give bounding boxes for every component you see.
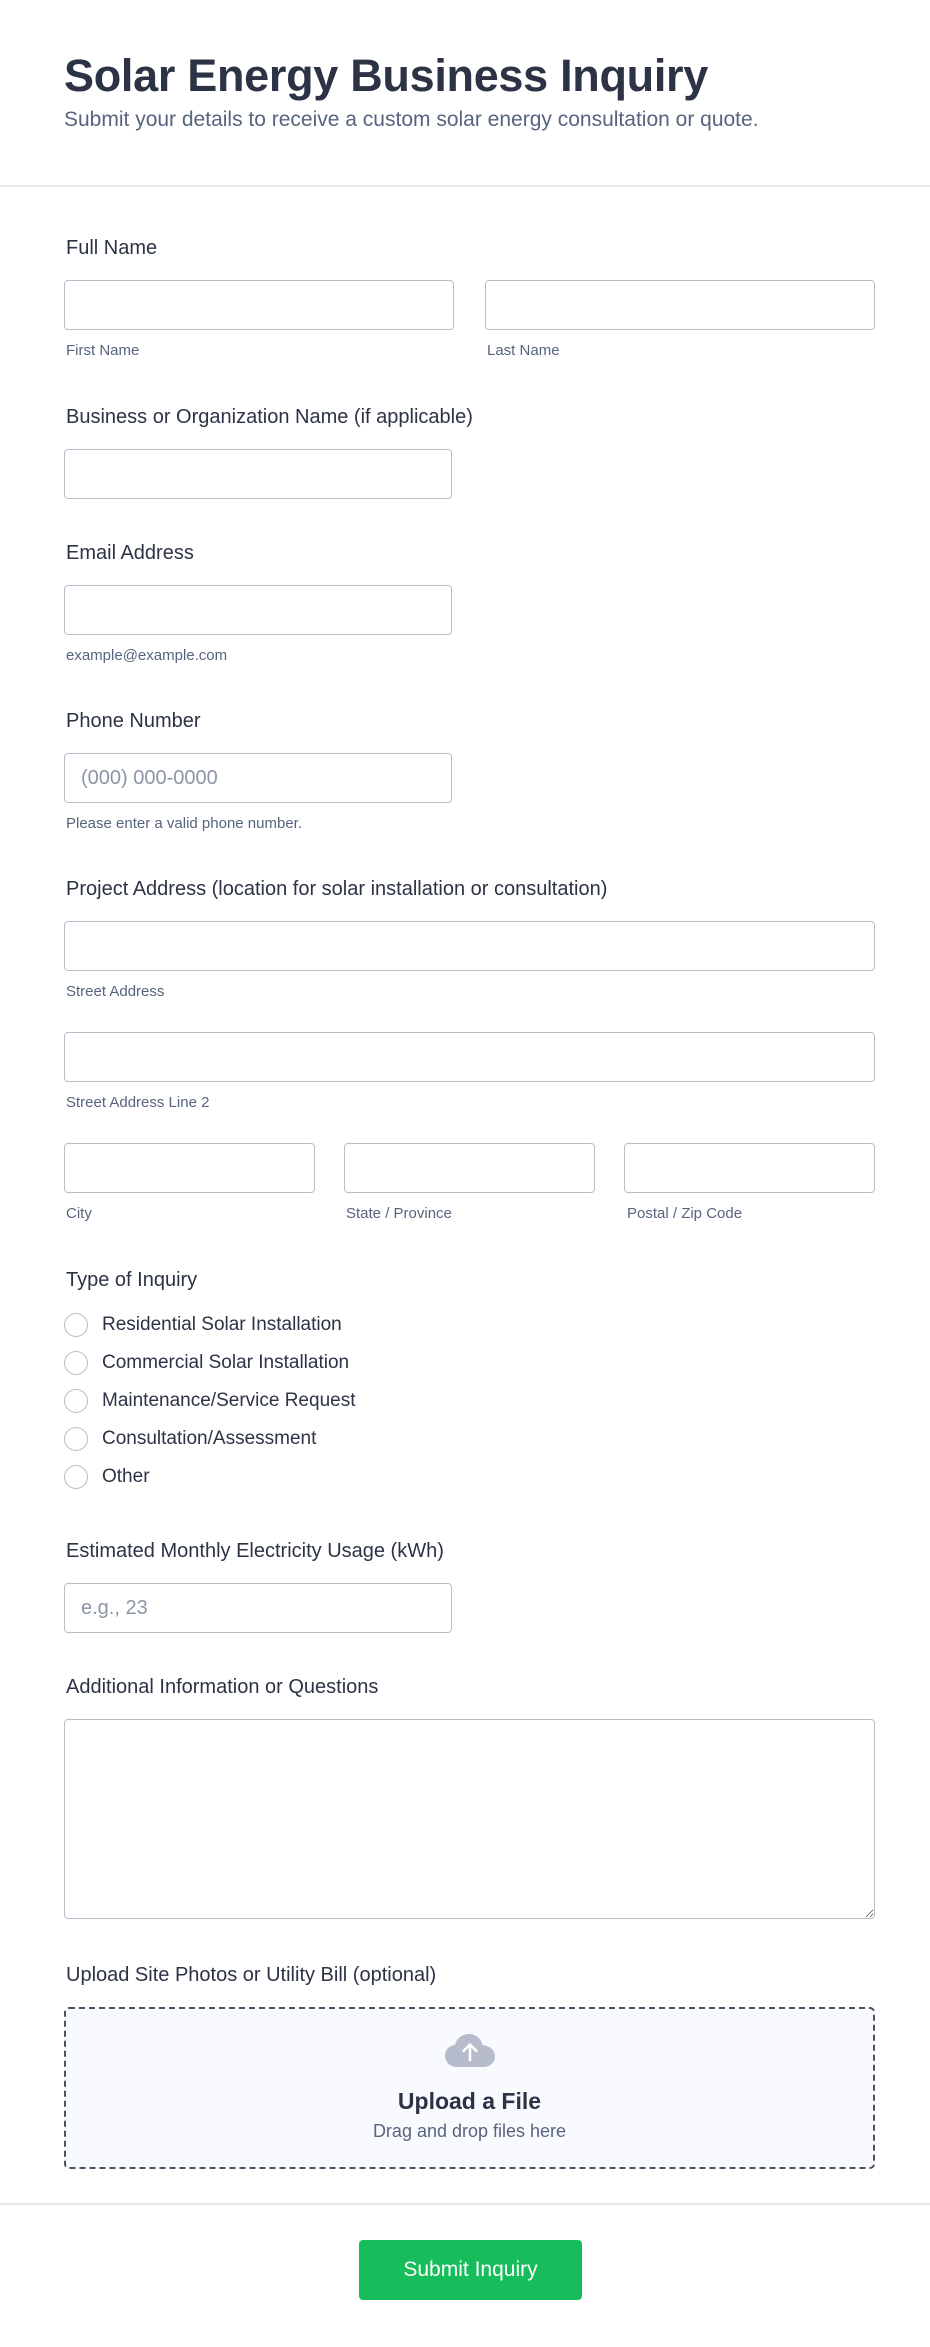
radio-button[interactable] (64, 1313, 88, 1337)
submit-button[interactable]: Submit Inquiry (359, 2240, 582, 2300)
radio-button[interactable] (64, 1465, 88, 1489)
business-input[interactable] (64, 449, 452, 499)
state-input[interactable] (344, 1143, 595, 1193)
street-address-line2-input[interactable] (64, 1032, 875, 1082)
form-header (0, 0, 930, 187)
radio-button[interactable] (64, 1351, 88, 1375)
zip-input[interactable] (624, 1143, 875, 1193)
footer-divider (0, 2203, 930, 2205)
upload-title: Upload a File (397, 2088, 542, 2114)
radio-option-label: Other (102, 1466, 150, 1487)
street-address-sublabel: Street Address (66, 983, 165, 1000)
radio-option-label: Commercial Solar Installation (102, 1352, 350, 1373)
last-name-sublabel: Last Name (487, 342, 560, 359)
first-name-sublabel: First Name (66, 342, 140, 359)
radio-option[interactable] (64, 1382, 355, 1420)
page-subtitle: Submit your details to receive a custom solar energy consultation or quote. (64, 108, 759, 131)
radio-option[interactable] (64, 1420, 355, 1458)
full-name-label: Full Name (66, 237, 158, 259)
additional-info-textarea[interactable] (64, 1719, 875, 1919)
upload-label: Upload Site Photos or Utility Bill (optional) (66, 1964, 437, 1986)
email-label: Email Address (66, 542, 194, 564)
usage-input[interactable] (64, 1583, 452, 1633)
phone-label: Phone Number (66, 710, 201, 732)
upload-subtitle: Drag and drop files here (372, 2121, 567, 2141)
inquiry-type-label: Type of Inquiry (66, 1269, 198, 1291)
address-label: Project Address (location for solar installation or consultation) (66, 878, 608, 900)
first-name-input[interactable] (64, 280, 454, 330)
radio-button[interactable] (64, 1389, 88, 1413)
street-address-line2-sublabel: Street Address Line 2 (66, 1094, 210, 1111)
state-sublabel: State / Province (346, 1205, 452, 1222)
zip-sublabel: Postal / Zip Code (627, 1205, 743, 1222)
inquiry-type-options (64, 1306, 355, 1496)
radio-option-label: Residential Solar Installation (102, 1314, 342, 1335)
inquiry-form (0, 187, 930, 2187)
radio-button[interactable] (64, 1427, 88, 1451)
submit-area (359, 2240, 582, 2300)
radio-option[interactable] (64, 1306, 355, 1344)
radio-option-label: Consultation/Assessment (102, 1428, 317, 1449)
usage-label: Estimated Monthly Electricity Usage (kWh) (66, 1540, 444, 1562)
street-address-input[interactable] (64, 921, 875, 971)
city-sublabel: City (66, 1205, 92, 1222)
email-sublabel: example@example.com (66, 647, 228, 664)
cloud-upload-icon (66, 2033, 873, 2074)
radio-option[interactable] (64, 1458, 355, 1496)
phone-input[interactable] (64, 753, 452, 803)
file-upload-dropzone[interactable] (64, 2007, 875, 2169)
additional-info-label: Additional Information or Questions (66, 1676, 379, 1698)
page-title: Solar Energy Business Inquiry (64, 50, 708, 101)
last-name-input[interactable] (485, 280, 875, 330)
phone-sublabel: Please enter a valid phone number. (66, 815, 302, 832)
radio-option[interactable] (64, 1344, 355, 1382)
email-input[interactable] (64, 585, 452, 635)
city-input[interactable] (64, 1143, 315, 1193)
business-label: Business or Organization Name (if applicable) (66, 406, 473, 428)
radio-option-label: Maintenance/Service Request (102, 1390, 356, 1411)
